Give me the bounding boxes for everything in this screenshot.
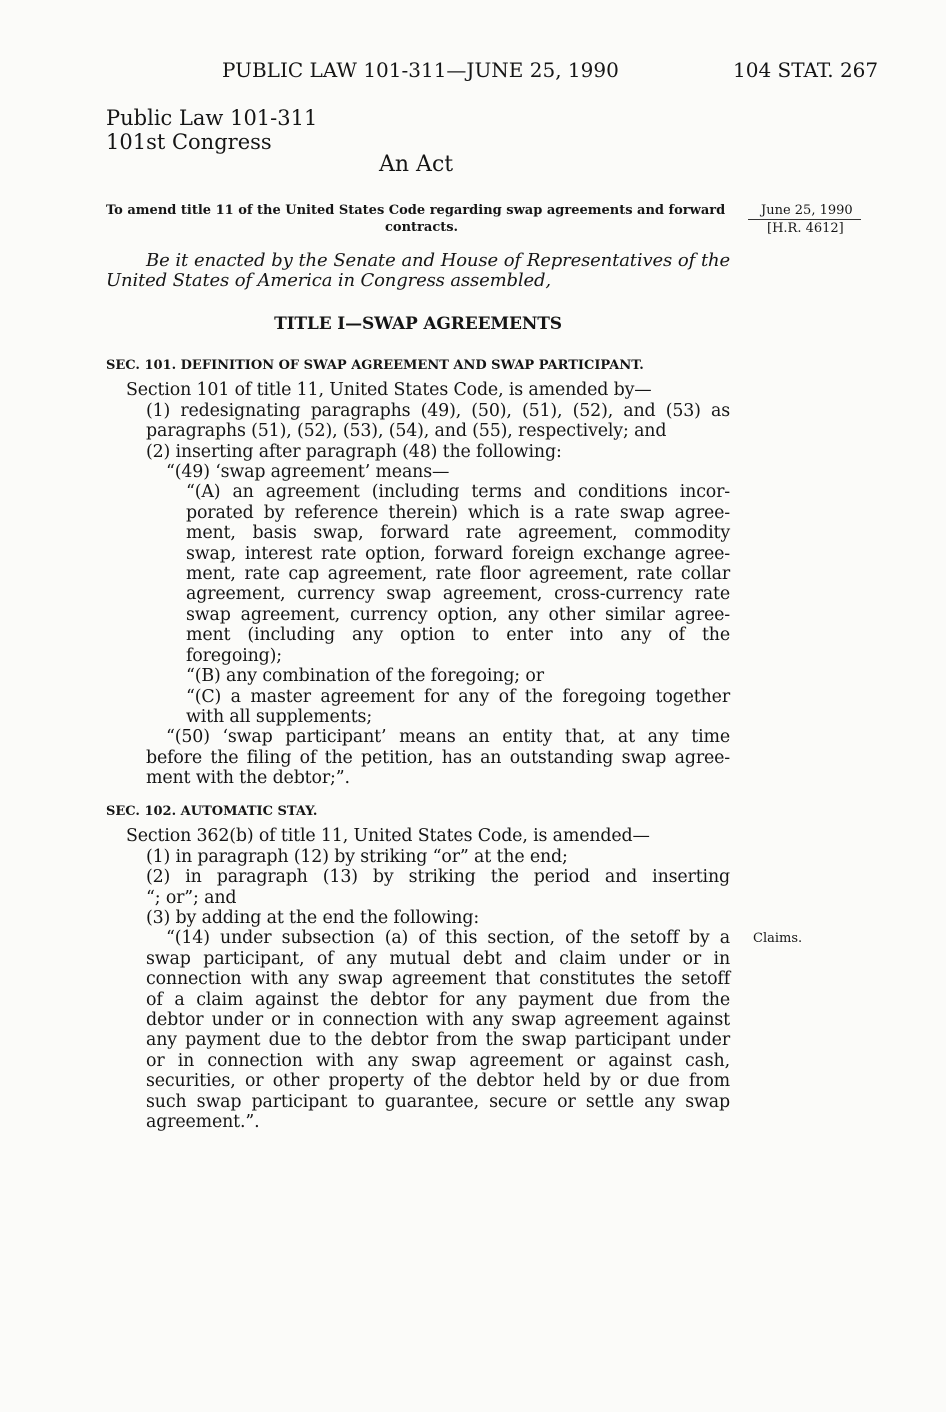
section-101 xyxy=(106,356,730,789)
enacting-line-2: United States of America in Congress assembled, xyxy=(106,270,551,292)
public-law-number: Public Law 101-311 xyxy=(106,106,318,130)
sec-101-heading: SEC. 101. DEFINITION OF SWAP AGREEMENT AND SWAP PARTICIPANT. xyxy=(106,358,644,373)
sec-102-line: any payment due to the debtor from the swap participant under xyxy=(146,1030,730,1051)
section-102 xyxy=(106,802,730,1133)
sec-101-line: ment (including any option to enter into any of the xyxy=(186,625,730,646)
sec-101-line: ment with the debtor;”. xyxy=(146,768,350,789)
sec-101-line: paragraphs (51), (52), (53), (54), and (55), respectively; and xyxy=(146,421,667,442)
sec-102-line: (1) in paragraph (12) by striking “or” at the end; xyxy=(146,846,568,867)
enactment-date: June 25, 1990 xyxy=(761,203,853,218)
purpose-line-2: contracts. xyxy=(385,220,459,235)
sec-101-line: “(B) any combination of the foregoing; or xyxy=(186,666,544,687)
sec-102-line: securities, or other property of the debtor held by or due from xyxy=(146,1071,730,1092)
sec-101-line: swap agreement, currency option, any other similar agree- xyxy=(186,604,730,625)
sec-102-line: debtor under or in connection with any swap agreement against xyxy=(146,1010,730,1031)
sec-101-line: foregoing); xyxy=(186,645,283,666)
sec-102-line: connection with any swap agreement that constitutes the setoff xyxy=(146,969,730,990)
sec-101-line: “(C) a master agreement for any of the foregoing together xyxy=(186,686,730,707)
sec-101-line: with all supplements; xyxy=(186,706,373,727)
sec-101-line: (1) redesignating paragraphs (49), (50), (51), (52), and (53) as xyxy=(146,400,730,421)
sec-101-line: porated by reference therein) which is a rate swap agree- xyxy=(186,502,730,523)
sec-102-line: Section 362(b) of title 11, United States Code, is amended— xyxy=(126,826,650,847)
sec-101-line: before the filing of the petition, has an outstanding swap agree- xyxy=(146,747,730,768)
sec-101-line: (2) inserting after paragraph (48) the following: xyxy=(146,441,562,462)
sec-102-line: agreement.”. xyxy=(146,1112,260,1133)
sec-101-line: “(49) ‘swap agreement’ means— xyxy=(166,462,450,483)
sec-101-line: “(50) ‘swap participant’ means an entity that, at any time xyxy=(166,727,730,748)
enacting-line-1: Be it enacted by the Senate and House of Representatives of the xyxy=(146,250,730,271)
stat-page-number: 104 STAT. 267 xyxy=(733,58,879,82)
sec-101-line: swap, interest rate option, forward foreign exchange agree- xyxy=(186,543,730,564)
sec-101-line: ment, basis swap, forward rate agreement, commodity xyxy=(186,523,730,544)
sidenote-claims: Claims. xyxy=(753,931,803,946)
congress-number: 101st Congress xyxy=(106,130,272,154)
sec-102-line: (2) in paragraph (13) by striking the period and inserting xyxy=(146,867,730,888)
sidenote-rule xyxy=(748,219,861,220)
sec-102-line: or in connection with any swap agreement or against cash, xyxy=(146,1050,730,1071)
act-heading: An Act xyxy=(379,152,454,177)
bill-number: [H.R. 4612] xyxy=(767,221,844,236)
sec-102-line: of a claim against the debtor for any payment due from the xyxy=(146,989,730,1010)
sec-101-line: ment, rate cap agreement, rate floor agreement, rate collar xyxy=(186,564,730,585)
title-heading: TITLE I—SWAP AGREEMENTS xyxy=(274,314,562,334)
sec-101-line: Section 101 of title 11, United States Code, is amended by— xyxy=(126,380,652,401)
sec-101-line: agreement, currency swap agreement, cross-currency rate xyxy=(186,584,730,605)
sec-102-heading: SEC. 102. AUTOMATIC STAY. xyxy=(106,804,318,819)
sec-102-line: such swap participant to guarantee, secure or settle any swap xyxy=(146,1091,730,1112)
running-title: PUBLIC LAW 101-311—JUNE 25, 1990 xyxy=(222,58,619,82)
sec-102-line: swap participant, of any mutual debt and claim under or in xyxy=(146,948,730,969)
sec-101-line: “(A) an agreement (including terms and conditions incor- xyxy=(186,482,730,503)
enacting-clause xyxy=(106,251,730,292)
sec-102-line: “; or”; and xyxy=(146,887,237,908)
title-block xyxy=(106,314,730,334)
sec-102-line: “(14) under subsection (a) of this section, of the setoff by a xyxy=(166,928,730,949)
sec-102-line: (3) by adding at the end the following: xyxy=(146,908,480,929)
purpose-line-1: To amend title 11 of the United States Code regarding swap agreements and forward xyxy=(106,203,726,218)
